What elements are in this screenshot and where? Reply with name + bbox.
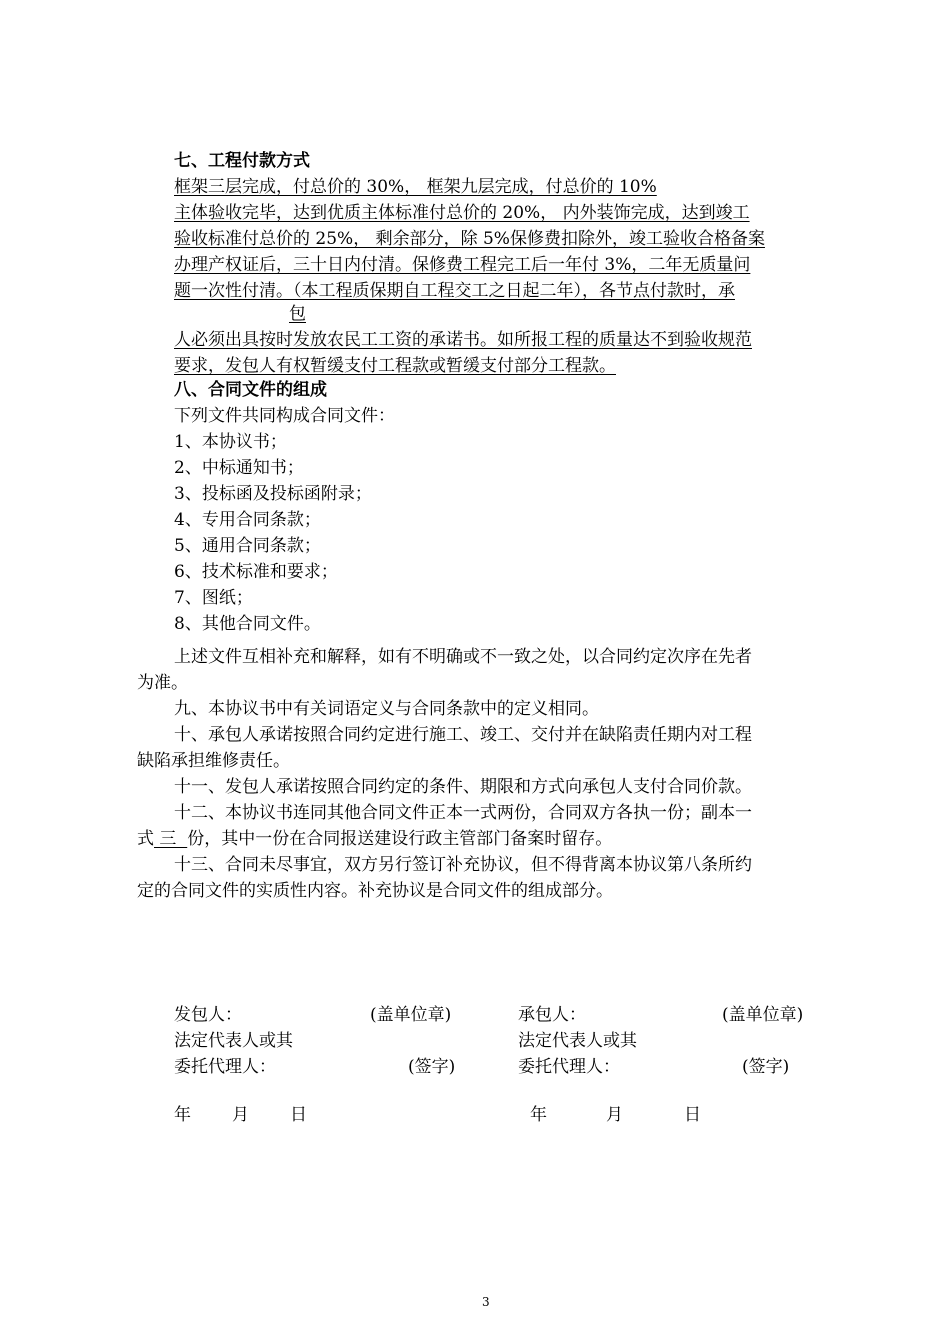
list-item: 1、本协议书； [174, 432, 287, 452]
list-item: 2、中标通知书； [174, 458, 304, 478]
clause-9: 九、本协议书中有关词语定义与合同条款中的定义相同。 [174, 699, 599, 719]
contractor-label: 承包人： [518, 1005, 586, 1025]
payment-line-4: 办理产权证后，三十日内付清。保修费工程完工后一年付 3%，二年无质量问 [174, 255, 751, 275]
payment-line-5: 题一次性付清。（本工程质保期自工程交工之日起二年），各节点付款时，承 [174, 281, 735, 301]
clause-10-line-1: 十、承包人承诺按照合同约定进行施工、竣工、交付并在缺陷责任期内对工程 [174, 725, 752, 745]
clause-12-prefix: 式 [137, 829, 154, 849]
section8-intro: 下列文件共同构成合同文件： [174, 406, 395, 426]
employer-seal: (盖单位章) [370, 1005, 452, 1025]
list-item: 4、专用合同条款； [174, 510, 321, 530]
contractor-day: 日 [684, 1105, 701, 1125]
payment-line-7: 人必须出具按时发放农民工工资的承诺书。如所报工程的质量达不到验收规范 [174, 330, 752, 350]
contractor-sign: (签字) [742, 1057, 790, 1077]
payment-line-1: 框架三层完成，付总价的 30%， 框架九层完成，付总价的 10% [174, 177, 657, 197]
section7-heading: 七、工程付款方式 [174, 151, 310, 171]
contractor-rep-line-1: 法定代表人或其 [518, 1031, 637, 1051]
list-item: 3、投标函及投标函附录； [174, 484, 372, 504]
clause-13-line-2: 定的合同文件的实质性内容。补充协议是合同文件的组成部分。 [137, 881, 613, 901]
section8-heading: 八、合同文件的组成 [174, 380, 327, 400]
clause-12-line-2 [137, 828, 612, 850]
list-item: 6、技术标准和要求； [174, 562, 338, 582]
order-paragraph-line-1: 上述文件互相补充和解释，如有不明确或不一致之处，以合同约定次序在先者 [174, 647, 752, 667]
contractor-year: 年 [530, 1105, 547, 1125]
payment-line-2: 主体验收完毕，达到优质主体标准付总价的 20%， 内外装饰完成，达到竣工 [174, 203, 750, 223]
clause-13-line-1: 十三、合同未尽事宜，双方另行签订补充协议，但不得背离本协议第八条所约 [174, 855, 752, 875]
employer-sign: (签字) [408, 1057, 456, 1077]
list-item: 8、其他合同文件。 [174, 614, 321, 634]
employer-rep-line-2: 委托代理人： [174, 1057, 276, 1077]
list-item: 5、通用合同条款； [174, 536, 321, 556]
page-number: 3 [482, 1295, 490, 1309]
employer-label: 发包人： [174, 1005, 242, 1025]
contractor-seal: (盖单位章) [722, 1005, 804, 1025]
employer-month: 月 [232, 1105, 249, 1125]
payment-line-3: 验收标准付总价的 25%， 剩余部分，除 5%保修费扣除外，竣工验收合格备案 [174, 229, 765, 249]
clause-10-line-2: 缺陷承担维修责任。 [137, 751, 290, 771]
clause-11: 十一、发包人承诺按照合同约定的条件、期限和方式向承包人支付合同价款。 [174, 777, 752, 797]
clause-12-line-1: 十二、本协议书连同其他合同文件正本一式两份，合同双方各执一份；副本一 [174, 803, 752, 823]
payment-line-6: 包 [289, 304, 306, 324]
employer-day: 日 [290, 1105, 307, 1125]
employer-rep-line-1: 法定代表人或其 [174, 1031, 293, 1051]
contractor-month: 月 [606, 1105, 623, 1125]
order-paragraph-line-2: 为准。 [137, 673, 188, 693]
contractor-rep-line-2: 委托代理人： [518, 1057, 620, 1077]
clause-12-suffix: 份，其中一份在合同报送建设行政主管部门备案时留存。 [187, 829, 613, 849]
list-item: 7、图纸； [174, 588, 253, 608]
payment-line-8: 要求，发包人有权暂缓支付工程款或暂缓支付部分工程款。 [174, 356, 616, 376]
copies-count: 三 [154, 829, 188, 849]
employer-year: 年 [174, 1105, 191, 1125]
